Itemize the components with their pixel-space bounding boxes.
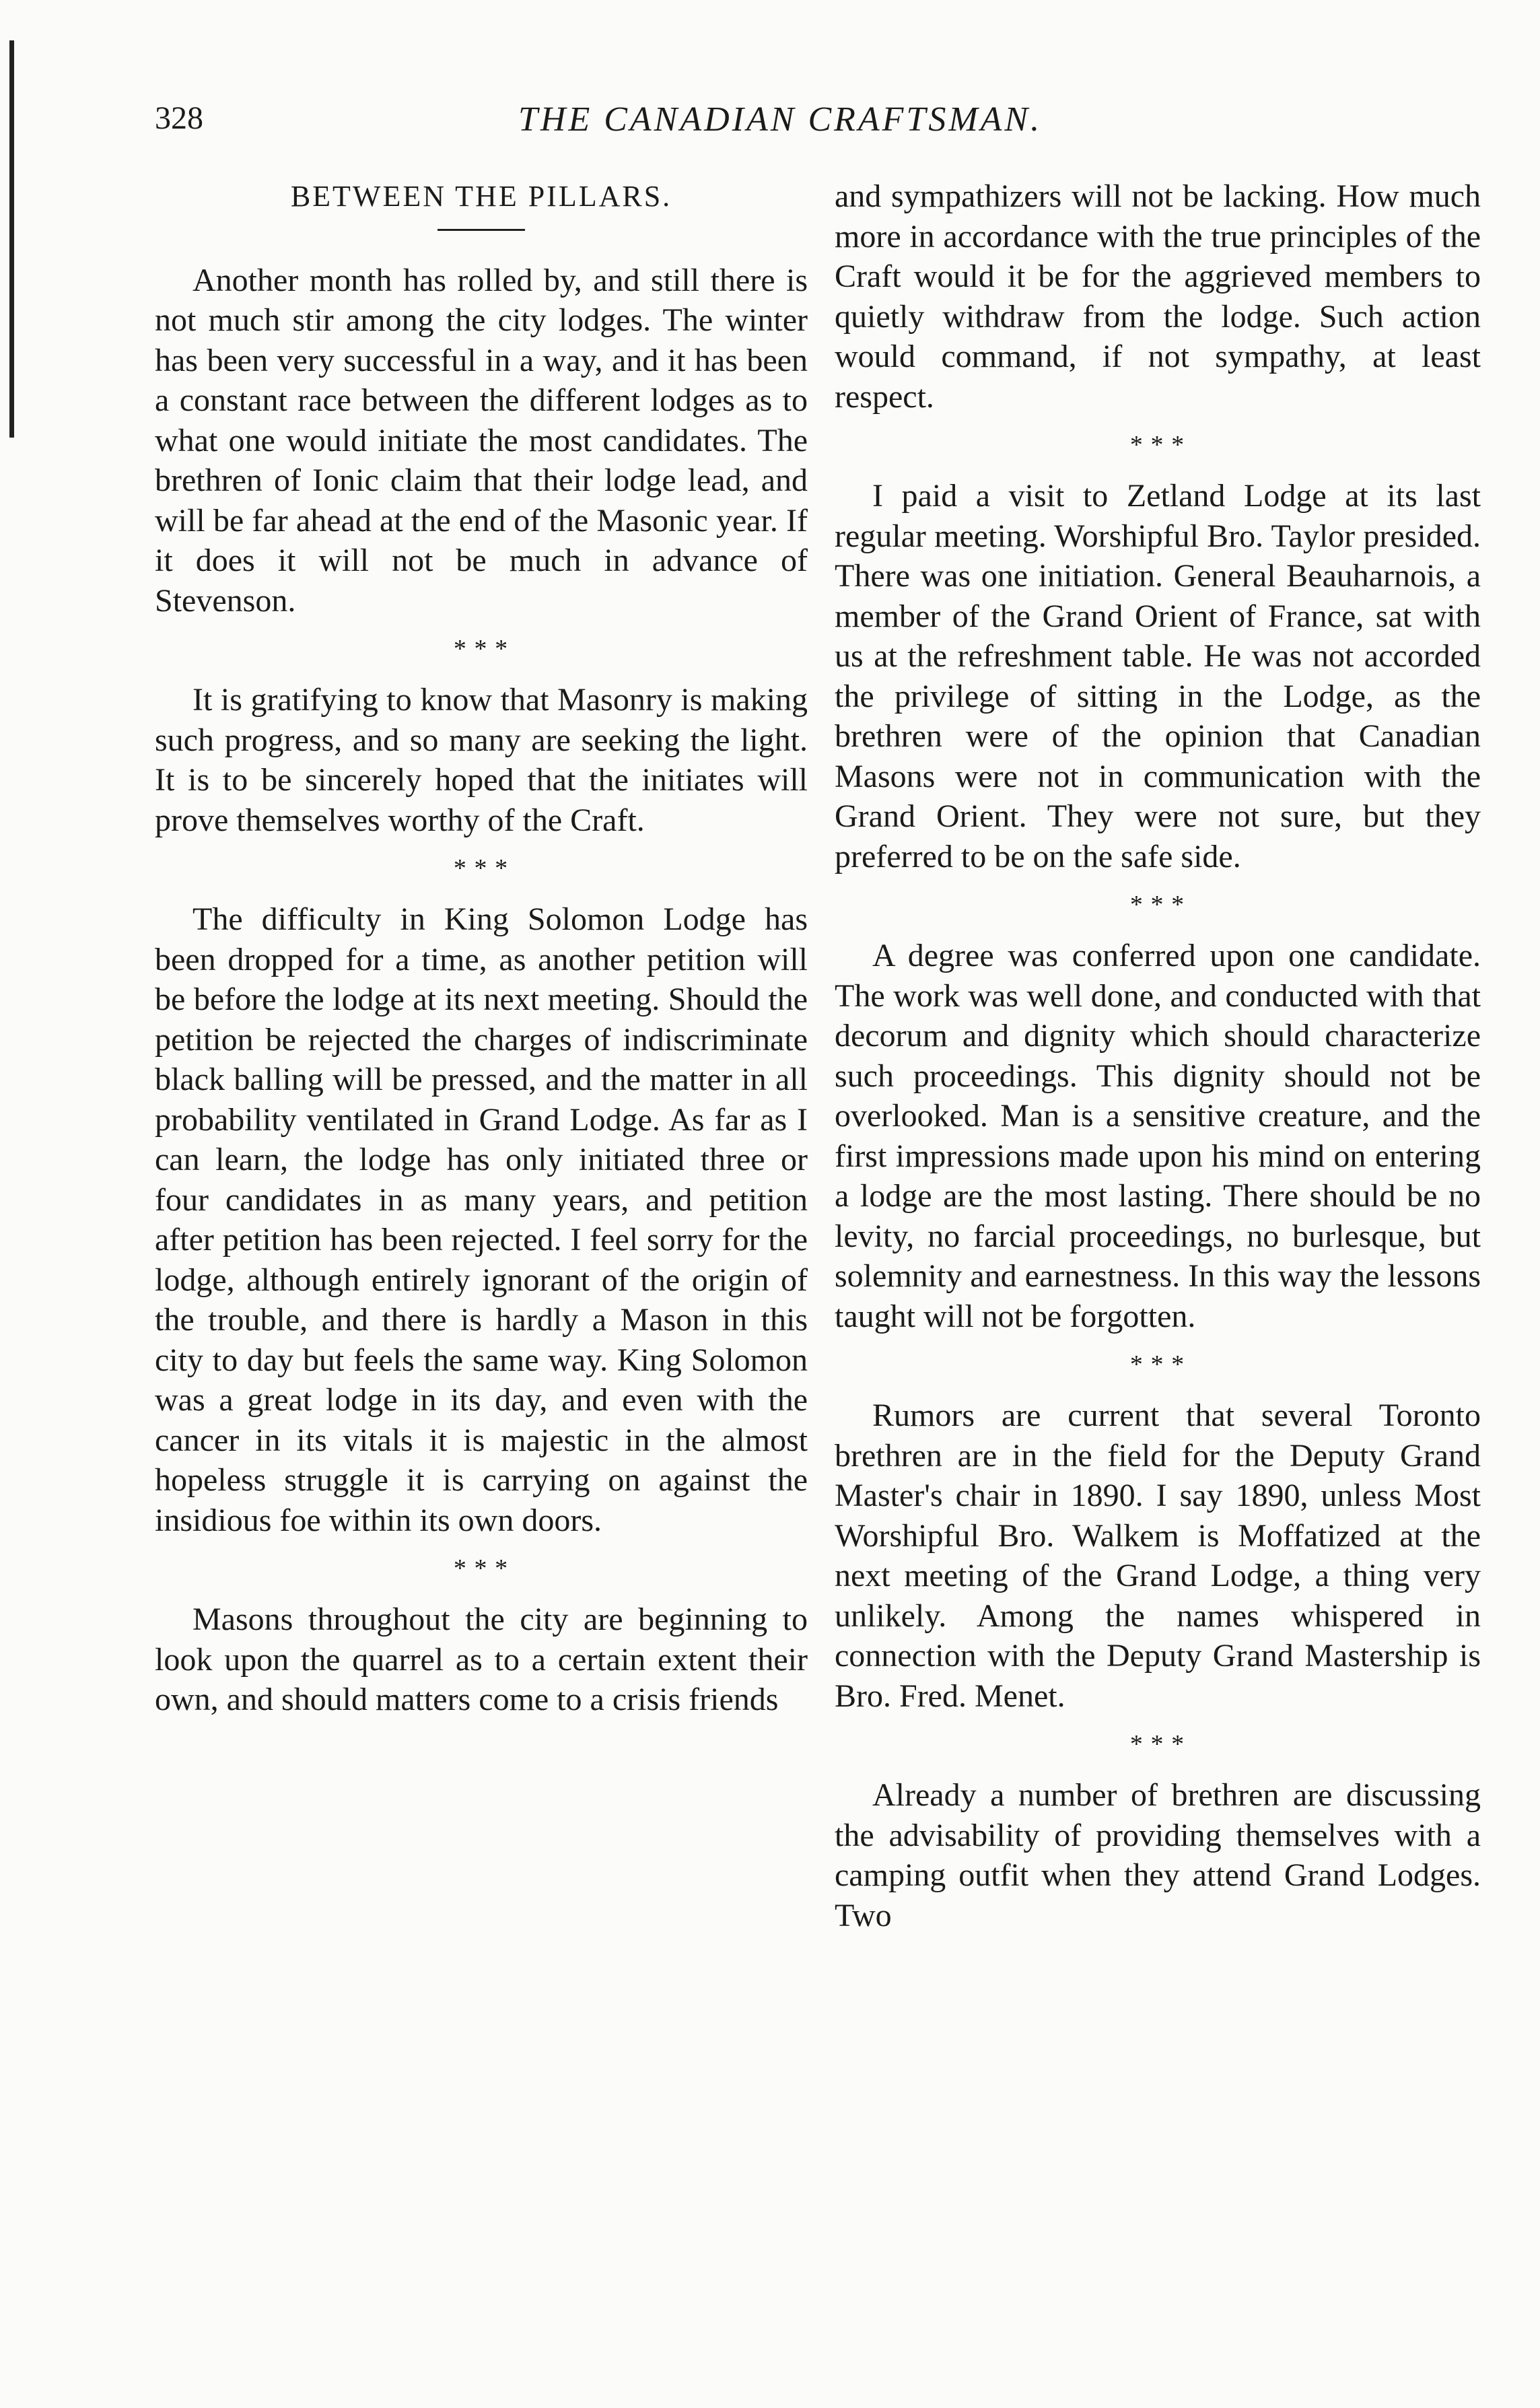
page-number: 328	[155, 100, 203, 136]
asterism-separator: * * *	[1129, 1730, 1186, 1758]
page-header	[155, 100, 1494, 147]
asterism-separator: * * *	[453, 635, 510, 663]
asterism-separator: * * *	[453, 1554, 510, 1583]
asterism-separator: * * *	[453, 854, 510, 883]
title-divider	[438, 229, 525, 231]
left-column	[155, 176, 808, 1720]
paragraph: I paid a visit to Zetland Lodge at its last regular meeting. Worshipful Bro. Taylor presided. There was one initiation. General Beauharnois, a member of the Grand Orient of France, sat with us at the refreshment table. He was not accorded the privilege of sitting in the Lodge, as the brethren were of the opinion that Canadian Masons were not in communication with the Grand Orient. They were not sure, but they preferred to be on the safe side.	[835, 478, 1481, 874]
asterism-separator: * * *	[1129, 891, 1186, 919]
paragraph: A degree was conferred upon one candidate. The work was well done, and conducted with that decorum and dignity which should characterize such proceedings. This dignity should not be overlooked. Man is a sensitive creature, and the first impressions made upon his mind on entering a lodge are the most lasting. There should be no levity, no farcial proceedings, no burlesque, but solemnity and earnestness. In this way the lessons taught will not be forgotten.	[835, 938, 1481, 1334]
right-column	[835, 176, 1481, 1935]
paragraph: The difficulty in King Solomon Lodge has been dropped for a time, as another petition will be before the lodge at its next meeting. Should the petition be rejected the charges of indiscriminate black balling will be pressed, and the matter in all probability ventilated in Grand Lodge. As far as I can learn, the lodge has only initiated three or four candidates in as many years, and petition after petition has been rejected. I feel sorry for the lodge, although entirely ignorant of the origin of the trouble, and there is hardly a Mason in this city to day but feels the same way. King Solomon was a great lodge in its day, and even with the cancer in its vitals it is majestic in the almost hopeless struggle it is carrying on against the insidious foe within its own doors.	[155, 901, 808, 1538]
paragraph: and sympathizers will not be lacking. How much more in accordance with the true principles of the Craft would it be for the aggrieved members to quietly withdraw from the lodge. Such action would command, if not sympathy, at least respect.	[835, 178, 1481, 415]
paragraph: Already a number of brethren are discussing the advisability of providing themselves with a camping outfit when they attend Grand Lodges. Two	[835, 1777, 1481, 1933]
paragraph: It is gratifying to know that Masonry is making such progress, and so many are seeking the light. It is to be sincerely hoped that the initiates will prove themselves worthy of the Craft.	[155, 682, 808, 838]
article-title: BETWEEN THE PILLARS.	[290, 180, 672, 213]
paragraph: Masons throughout the city are beginning to look upon the quarrel as to a certain extent their own, and should matters come to a crisis friends	[155, 1602, 808, 1717]
margin-rule	[9, 40, 14, 438]
paragraph: Another month has rolled by, and still there is not much stir among the city lodges. The winter has been very successful in a way, and it has been a constant race between the different lodges as to what one would initiate the most candidates. The brethren of Ionic claim that their lodge lead, and will be far ahead at the end of the Masonic year. If it does it will not be much in advance of Stevenson.	[155, 262, 808, 619]
running-title: THE CANADIAN CRAFTSMAN.	[518, 100, 1043, 139]
paragraph: Rumors are current that several Toronto brethren are in the field for the Deputy Grand Master's chair in 1890. I say 1890, unless Most Worshipful Bro. Walkem is Moffatized at the next meeting of the Grand Lodge, a thing very unlikely. Among the names whispered in connection with the Deputy Grand Mastership is Bro. Fred. Menet.	[835, 1398, 1481, 1714]
asterism-separator: * * *	[1129, 431, 1186, 459]
asterism-separator: * * *	[1129, 1350, 1186, 1379]
